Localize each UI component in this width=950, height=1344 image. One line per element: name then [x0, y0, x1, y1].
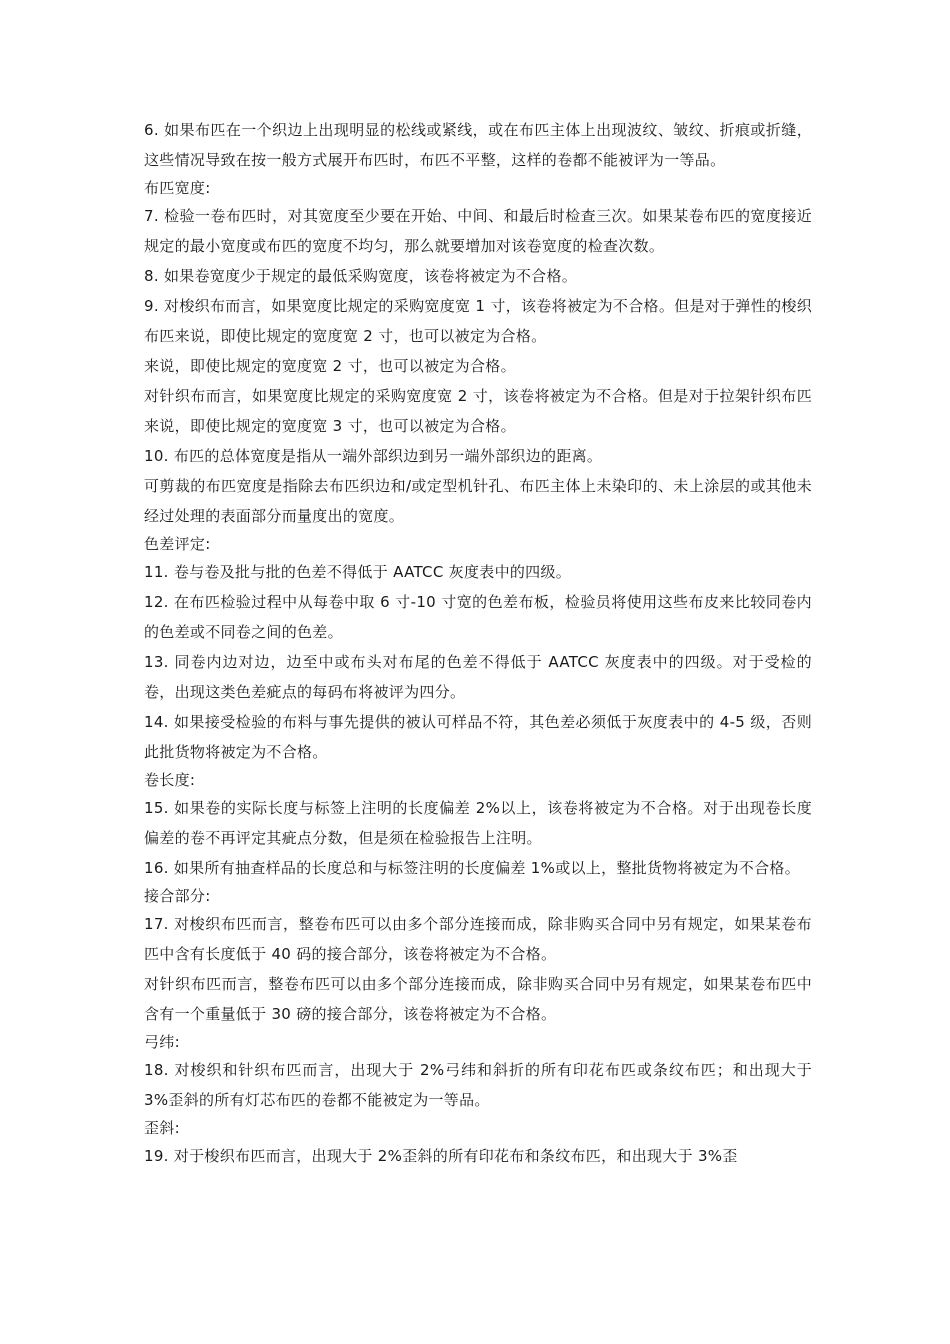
section-heading: 弓纬:	[144, 1033, 180, 1051]
paragraph: 来说，即使比规定的宽度宽 2 寸，也可以被定为合格。	[144, 357, 516, 375]
paragraph: 可剪裁的布匹宽度是指除去布匹织边和/或定型机针孔、布匹主体上未染印的、未上涂层的或其他未经过处理的表面部分而量度出的宽度。	[144, 477, 812, 525]
paragraph: 9. 对梭织布而言，如果宽度比规定的采购宽度宽 1 寸，该卷将被定为不合格。但是对于弹性的梭织布匹来说，即使比规定的宽度宽 2 寸，也可以被定为合格。	[144, 297, 812, 345]
paragraph: 12. 在布匹检验过程中从每卷中取 6 寸-10 寸宽的色差布板，检验员将使用这些布皮来比较同卷内的色差或不同卷之间的色差。	[144, 593, 812, 641]
paragraph: 11. 卷与卷及批与批的色差不得低于 AATCC 灰度表中的四级。	[144, 563, 572, 581]
paragraph: 16. 如果所有抽查样品的长度总和与标签注明的长度偏差 1%或以上，整批货物将被定为不合格。	[144, 859, 800, 877]
paragraph: 17. 对梭织布匹而言，整卷布匹可以由多个部分连接而成，除非购买合同中另有规定，如果某卷布匹中含有长度低于 40 码的接合部分，该卷将被定为不合格。	[144, 915, 812, 963]
paragraph: 7. 检验一卷布匹时，对其宽度至少要在开始、中间、和最后时检查三次。如果某卷布匹的宽度接近规定的最小宽度或布匹的宽度不均匀，那么就要增加对该卷宽度的检查次数。	[144, 207, 812, 255]
paragraph: 6. 如果布匹在一个织边上出现明显的松线或紧线，或在布匹主体上出现波纹、皱纹、折痕或折缝，这些情况导致在按一般方式展开布匹时，布匹不平整，这样的卷都不能被评为一等品。	[144, 121, 812, 169]
section-heading: 歪斜:	[144, 1119, 180, 1137]
section-heading: 布匹宽度:	[144, 179, 211, 197]
section-heading: 接合部分:	[144, 887, 211, 905]
section-heading: 卷长度:	[144, 771, 196, 789]
paragraph: 10. 布匹的总体宽度是指从一端外部织边到另一端外部织边的距离。	[144, 447, 603, 465]
paragraph: 对针织布匹而言，整卷布匹可以由多个部分连接而成，除非购买合同中另有规定，如果某卷布匹中含有一个重量低于 30 磅的接合部分，该卷将被定为不合格。	[144, 975, 812, 1023]
paragraph: 15. 如果卷的实际长度与标签上注明的长度偏差 2%以上，该卷将被定为不合格。对于出现卷长度偏差的卷不再评定其疵点分数，但是须在检验报告上注明。	[144, 799, 812, 847]
document-body	[144, 115, 812, 1171]
paragraph: 19. 对于梭织布匹而言，出现大于 2%歪斜的所有印花布和条纹布匹，和出现大于 3%歪	[144, 1147, 738, 1165]
paragraph: 对针织布而言，如果宽度比规定的采购宽度宽 2 寸，该卷将被定为不合格。但是对于拉架针织布匹来说，即使比规定的宽度宽 3 寸，也可以被定为合格。	[144, 387, 812, 435]
section-heading: 色差评定:	[144, 535, 211, 553]
paragraph: 18. 对梭织和针织布匹而言，出现大于 2%弓纬和斜折的所有印花布匹或条纹布匹；和出现大于 3%歪斜的所有灯芯布匹的卷都不能被定为一等品。	[144, 1061, 812, 1109]
paragraph: 13. 同卷内边对边，边至中或布头对布尾的色差不得低于 AATCC 灰度表中的四级。对于受检的卷，出现这类色差疵点的每码布将被评为四分。	[144, 653, 812, 701]
paragraph: 8. 如果卷宽度少于规定的最低采购宽度，该卷将被定为不合格。	[144, 267, 578, 285]
paragraph: 14. 如果接受检验的布料与事先提供的被认可样品不符，其色差必须低于灰度表中的 4-5 级，否则此批货物将被定为不合格。	[144, 713, 812, 761]
